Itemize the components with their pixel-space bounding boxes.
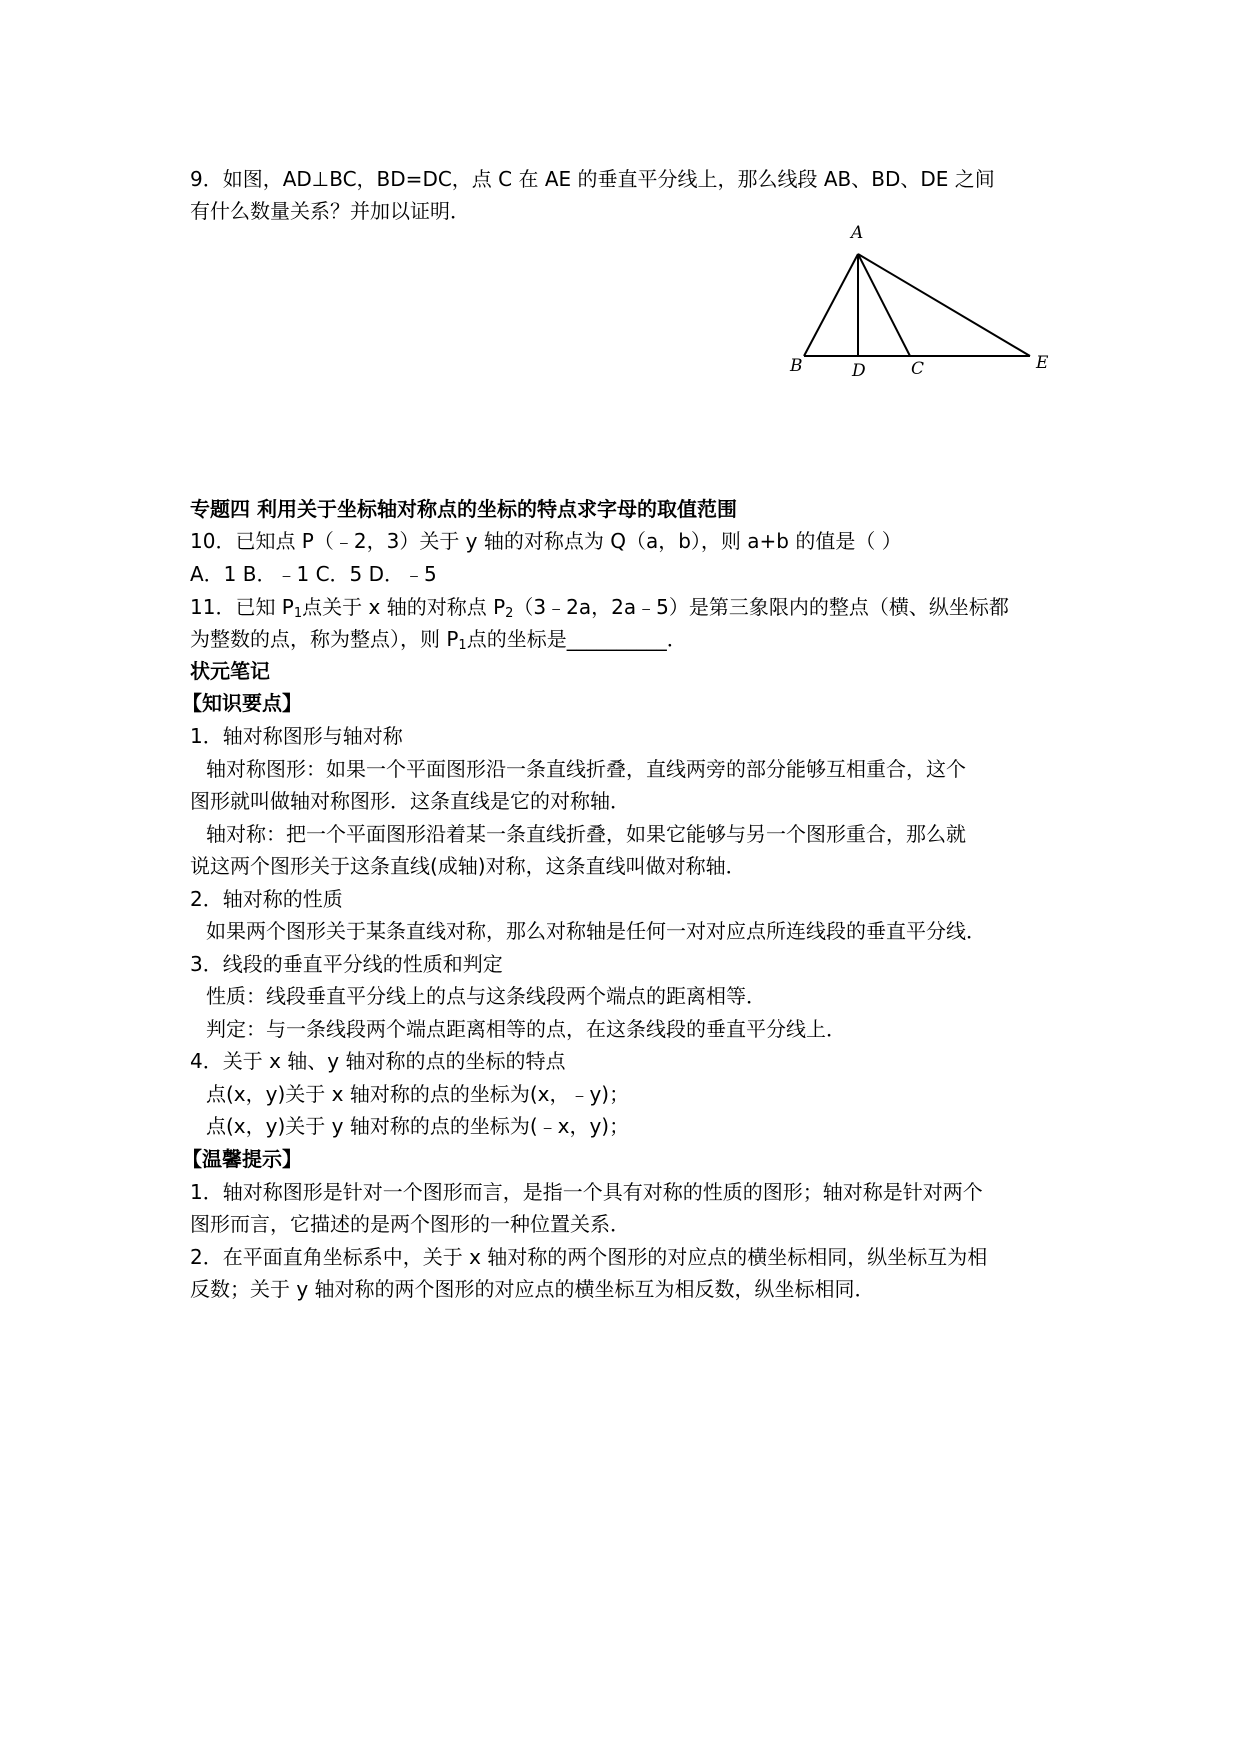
- knowledge-1-para-2-line-1: 轴对称：把一个平面图形沿着某一条直线折叠，如果它能够与另一个图形重合，那么就: [206, 822, 966, 846]
- knowledge-4-y-axis: 点(x，y)关于 y 轴对称的点的坐标为(﹣x，y)；: [206, 1114, 630, 1138]
- question-9-line-2: 有什么数量关系？并加以证明．: [190, 199, 470, 223]
- knowledge-3-property: 性质：线段垂直平分线上的点与这条线段两个端点的距离相等．: [206, 984, 766, 1008]
- question-10-text: 10．已知点 P（﹣2，3）关于 y 轴的对称点为 Q（a，b），则 a+b 的值是（ ）: [190, 529, 902, 553]
- label-a: A: [851, 223, 864, 243]
- label-d: D: [852, 361, 866, 381]
- knowledge-4-x-axis: 点(x，y)关于 x 轴对称的点的坐标为(x，﹣y)；: [206, 1082, 630, 1106]
- question-11-line-2: 为整数的点，称为整点），则 $P_1$点的坐标是__________．: [190, 627, 687, 653]
- label-c: C: [911, 359, 925, 379]
- tip-1-line-2: 图形而言，它描述的是两个图形的一种位置关系．: [190, 1212, 630, 1236]
- tips-heading: 【温馨提示】: [182, 1147, 302, 1171]
- question-10-options: A．1 B．﹣1 C．5 D．﹣5: [190, 562, 437, 586]
- label-e: E: [1036, 353, 1049, 373]
- notes-title: 状元笔记: [190, 659, 270, 683]
- question-9-line-1: 9．如图，AD⊥BC，BD=DC，点 C 在 AE 的垂直平分线上，那么线段 AB、BD、DE 之间: [190, 167, 995, 191]
- knowledge-4-title: 4．关于 x 轴、y 轴对称的点的坐标的特点: [190, 1049, 566, 1073]
- knowledge-1-para-1-line-1: 轴对称图形：如果一个平面图形沿一条直线折叠，直线两旁的部分能够互相重合，这个: [206, 757, 966, 781]
- label-b: B: [790, 356, 803, 376]
- tip-2-line-1: 2．在平面直角坐标系中，关于 x 轴对称的两个图形的对应点的横坐标相同，纵坐标互为相: [190, 1245, 988, 1269]
- triangle-figure: [780, 222, 1070, 382]
- knowledge-1-para-1-line-2: 图形就叫做轴对称图形．这条直线是它的对称轴．: [190, 789, 630, 813]
- topic-4-title: 专题四 利用关于坐标轴对称点的坐标的特点求字母的取值范围: [190, 497, 737, 521]
- knowledge-2-para: 如果两个图形关于某条直线对称，那么对称轴是任何一对对应点所连线段的垂直平分线．: [206, 919, 986, 943]
- knowledge-points-heading: 【知识要点】: [182, 691, 302, 715]
- knowledge-1-title: 1．轴对称图形与轴对称: [190, 724, 403, 748]
- tip-2-line-2: 反数；关于 y 轴对称的两个图形的对应点的横坐标互为相反数，纵坐标相同．: [190, 1277, 875, 1301]
- tip-1-line-1: 1．轴对称图形是针对一个图形而言，是指一个具有对称的性质的图形；轴对称是针对两个: [190, 1180, 983, 1204]
- segment-ab: [804, 254, 858, 356]
- knowledge-2-title: 2．轴对称的性质: [190, 887, 343, 911]
- knowledge-3-criterion: 判定：与一条线段两个端点距离相等的点，在这条线段的垂直平分线上．: [206, 1017, 846, 1041]
- question-11-line-1: 11．已知 $P_1$点关于 x 轴的对称点 $P_2(3﹣2a$，2a﹣5）是第三象限内的整点（横、纵坐标都: [190, 595, 1009, 621]
- knowledge-1-para-2-line-2: 说这两个图形关于这条直线(成轴)对称，这条直线叫做对称轴．: [190, 854, 746, 878]
- knowledge-3-title: 3．线段的垂直平分线的性质和判定: [190, 952, 503, 976]
